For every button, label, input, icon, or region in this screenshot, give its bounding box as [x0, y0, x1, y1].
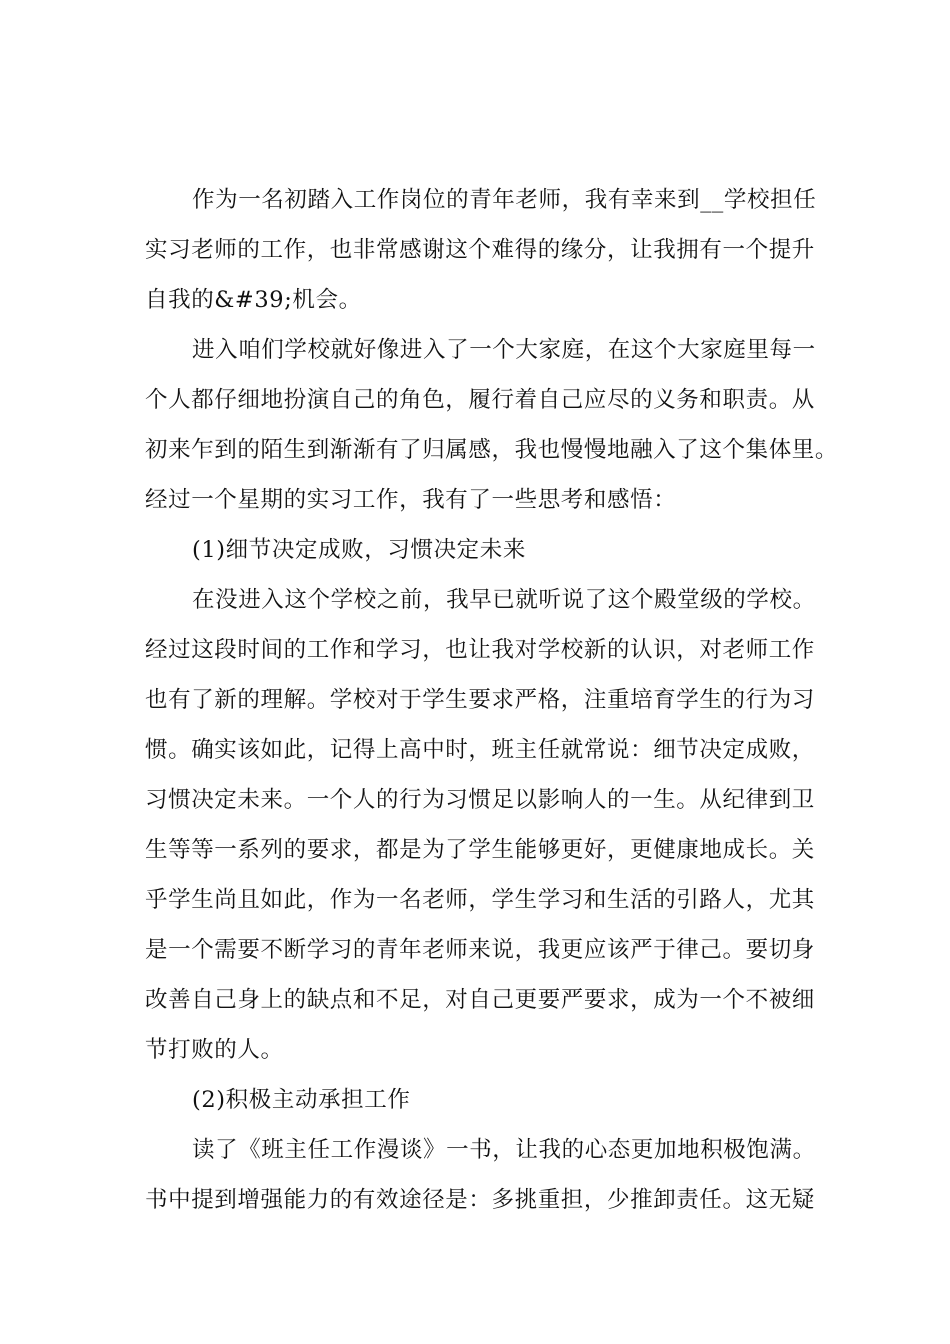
paragraph-2-line-1: 进入咱们学校就好像进入了一个大家庭，在这个大家庭里每一: [192, 337, 816, 363]
paragraph-3-line-5: 习惯决定未来。一个人的行为习惯足以影响人的一生。从纪律到卫: [145, 787, 815, 813]
paragraph-3-line-2: 经过这段时间的工作和学习，也让我对学校新的认识，对老师工作: [145, 637, 815, 663]
paragraph-1-line-1: 作为一名初踏入工作岗位的青年老师，我有幸来到__学校担任: [192, 187, 817, 213]
paragraph-3-line-4: 惯。确实该如此，记得上高中时，班主任就常说：细节决定成败，: [145, 737, 815, 763]
paragraph-3-line-8: 是一个需要不断学习的青年老师来说，我更应该严于律己。要切身: [145, 937, 815, 963]
paragraph-2-line-3: 初来乍到的陌生到渐渐有了归属感，我也慢慢地融入了这个集体里。: [145, 437, 839, 463]
paragraph-3-line-10: 节打败的人。: [145, 1037, 284, 1063]
paragraph-3-line-9: 改善自己身上的缺点和不足，对自己更要严要求，成为一个不被细: [145, 987, 815, 1013]
paragraph-4-line-1: 读了《班主任工作漫谈》一书，让我的心态更加地积极饱满。: [192, 1137, 816, 1163]
paragraph-2-line-4: 经过一个星期的实习工作，我有了一些思考和感悟：: [145, 487, 677, 513]
section-heading-1: (1)细节决定成败，习惯决定未来: [192, 537, 526, 563]
paragraph-1-line-3: 自我的&#39;机会。: [145, 287, 362, 313]
section-heading-2: (2)积极主动承担工作: [192, 1087, 411, 1113]
paragraph-3-line-3: 也有了新的理解。学校对于学生要求严格，注重培育学生的行为习: [145, 687, 815, 713]
paragraph-4-line-2: 书中提到增强能力的有效途径是：多挑重担，少推卸责任。这无疑: [145, 1187, 815, 1213]
paragraph-2-line-2: 个人都仔细地扮演自己的角色，履行着自己应尽的义务和职责。从: [145, 387, 815, 413]
paragraph-3-line-1: 在没进入这个学校之前，我早已就听说了这个殿堂级的学校。: [192, 587, 816, 613]
paragraph-3-line-6: 生等等一系列的要求，都是为了学生能够更好，更健康地成长。关: [145, 837, 815, 863]
paragraph-3-line-7: 乎学生尚且如此，作为一名老师，学生学习和生活的引路人，尤其: [145, 887, 815, 913]
paragraph-1-line-2: 实习老师的工作，也非常感谢这个难得的缘分，让我拥有一个提升: [145, 237, 815, 263]
